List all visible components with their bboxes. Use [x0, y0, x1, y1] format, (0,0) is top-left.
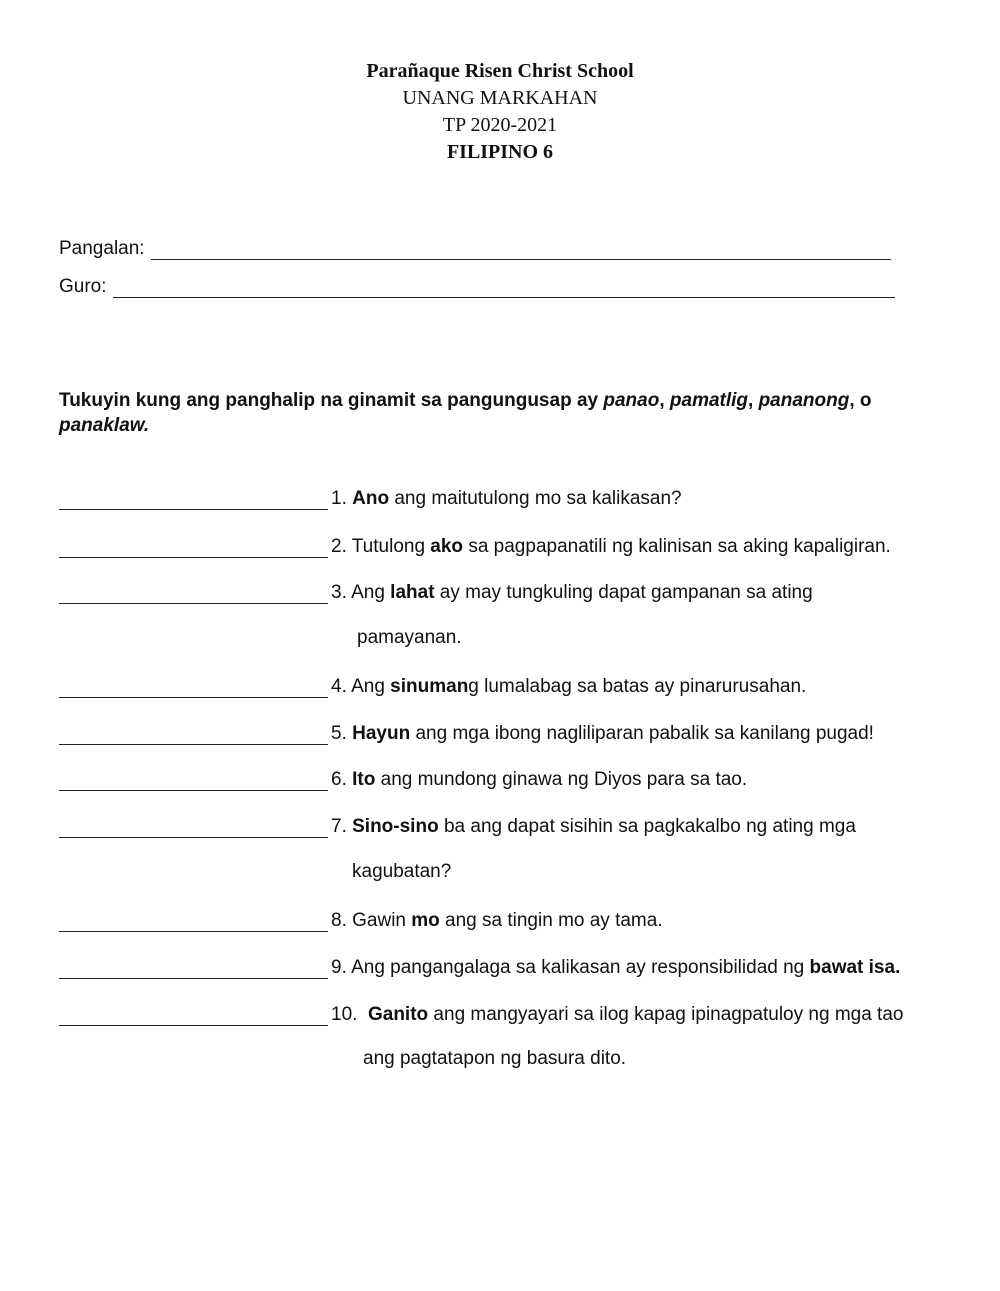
question-text: 8. Gawin mo ang sa tingin mo ay tama.	[331, 910, 663, 931]
question-text: 10. Ganito ang mangyayari sa ilog kapag ipinagpatuloy ng mga tao	[331, 1004, 904, 1025]
subject-title: FILIPINO 6	[446, 141, 554, 163]
question-text: 5. Hayun ang mga ibong nagliliparan pabalik sa kanilang pugad!	[331, 723, 874, 744]
instruction-text: Tukuyin kung ang panghalip na ginamit sa pangungusap ay	[59, 390, 604, 411]
question-text: 4. Ang sinumang lumalabag sa batas ay pinarurusahan.	[331, 676, 807, 697]
question-item	[59, 1000, 959, 1026]
school-name: Parañaque Risen Christ School	[366, 60, 634, 82]
answer-blank[interactable]	[59, 1005, 328, 1026]
question-item	[59, 532, 959, 558]
question-item	[59, 484, 959, 510]
answer-blank[interactable]	[59, 677, 328, 698]
type-panaklaw: panaklaw	[59, 415, 144, 436]
question-item	[59, 812, 959, 838]
question-text: 1. Ano ang maitutulong mo sa kalikasan?	[331, 488, 682, 509]
question-item	[59, 672, 959, 698]
answer-blank[interactable]	[59, 724, 328, 745]
type-pamatlig: pamatlig	[669, 390, 749, 411]
answer-blank[interactable]	[59, 583, 328, 604]
question-text: 6. Ito ang mundong ginawa ng Diyos para sa tao.	[331, 769, 748, 790]
answer-blank[interactable]	[59, 770, 328, 791]
answer-blank[interactable]	[59, 817, 328, 838]
separator: ,	[659, 390, 670, 411]
question-item	[59, 765, 959, 791]
separator: , o	[849, 390, 872, 411]
answer-blank[interactable]	[59, 958, 328, 979]
question-item	[59, 906, 959, 932]
teacher-input-line[interactable]	[113, 279, 895, 298]
instructions	[59, 388, 919, 438]
question-item	[59, 578, 959, 604]
question-continuation: kagubatan?	[352, 861, 452, 882]
question-text: 2. Tutulong ako sa pagpapanatili ng kalinisan sa aking kapaligiran.	[331, 536, 891, 557]
question-text: 9. Ang pangangalaga sa kalikasan ay responsibilidad ng bawat isa.	[331, 957, 901, 978]
teacher-label: Guro:	[59, 276, 107, 297]
name-input-line[interactable]	[151, 241, 891, 260]
document-header	[0, 58, 1000, 166]
type-panao: panao	[603, 390, 660, 411]
question-text: 7. Sino-sino ba ang dapat sisihin sa pagkakalbo ng ating mga	[331, 816, 856, 837]
answer-blank[interactable]	[59, 489, 328, 510]
question-continuation: ang pagtatapon ng basura dito.	[363, 1048, 627, 1069]
answer-blank[interactable]	[59, 537, 328, 558]
school-year: TP 2020-2021	[442, 114, 558, 136]
name-field	[59, 238, 891, 260]
question-continuation: pamayanan.	[357, 627, 462, 648]
separator: ,	[748, 390, 759, 411]
teacher-field	[59, 276, 895, 298]
question-item	[59, 719, 959, 745]
instruction-end: .	[143, 415, 150, 436]
question-text: 3. Ang lahat ay may tungkuling dapat gampanan sa ating	[331, 582, 813, 603]
answer-blank[interactable]	[59, 911, 328, 932]
name-label: Pangalan:	[59, 238, 145, 259]
quarter-label: UNANG MARKAHAN	[402, 87, 598, 109]
question-item	[59, 953, 959, 979]
type-pananong: pananong	[758, 390, 850, 411]
